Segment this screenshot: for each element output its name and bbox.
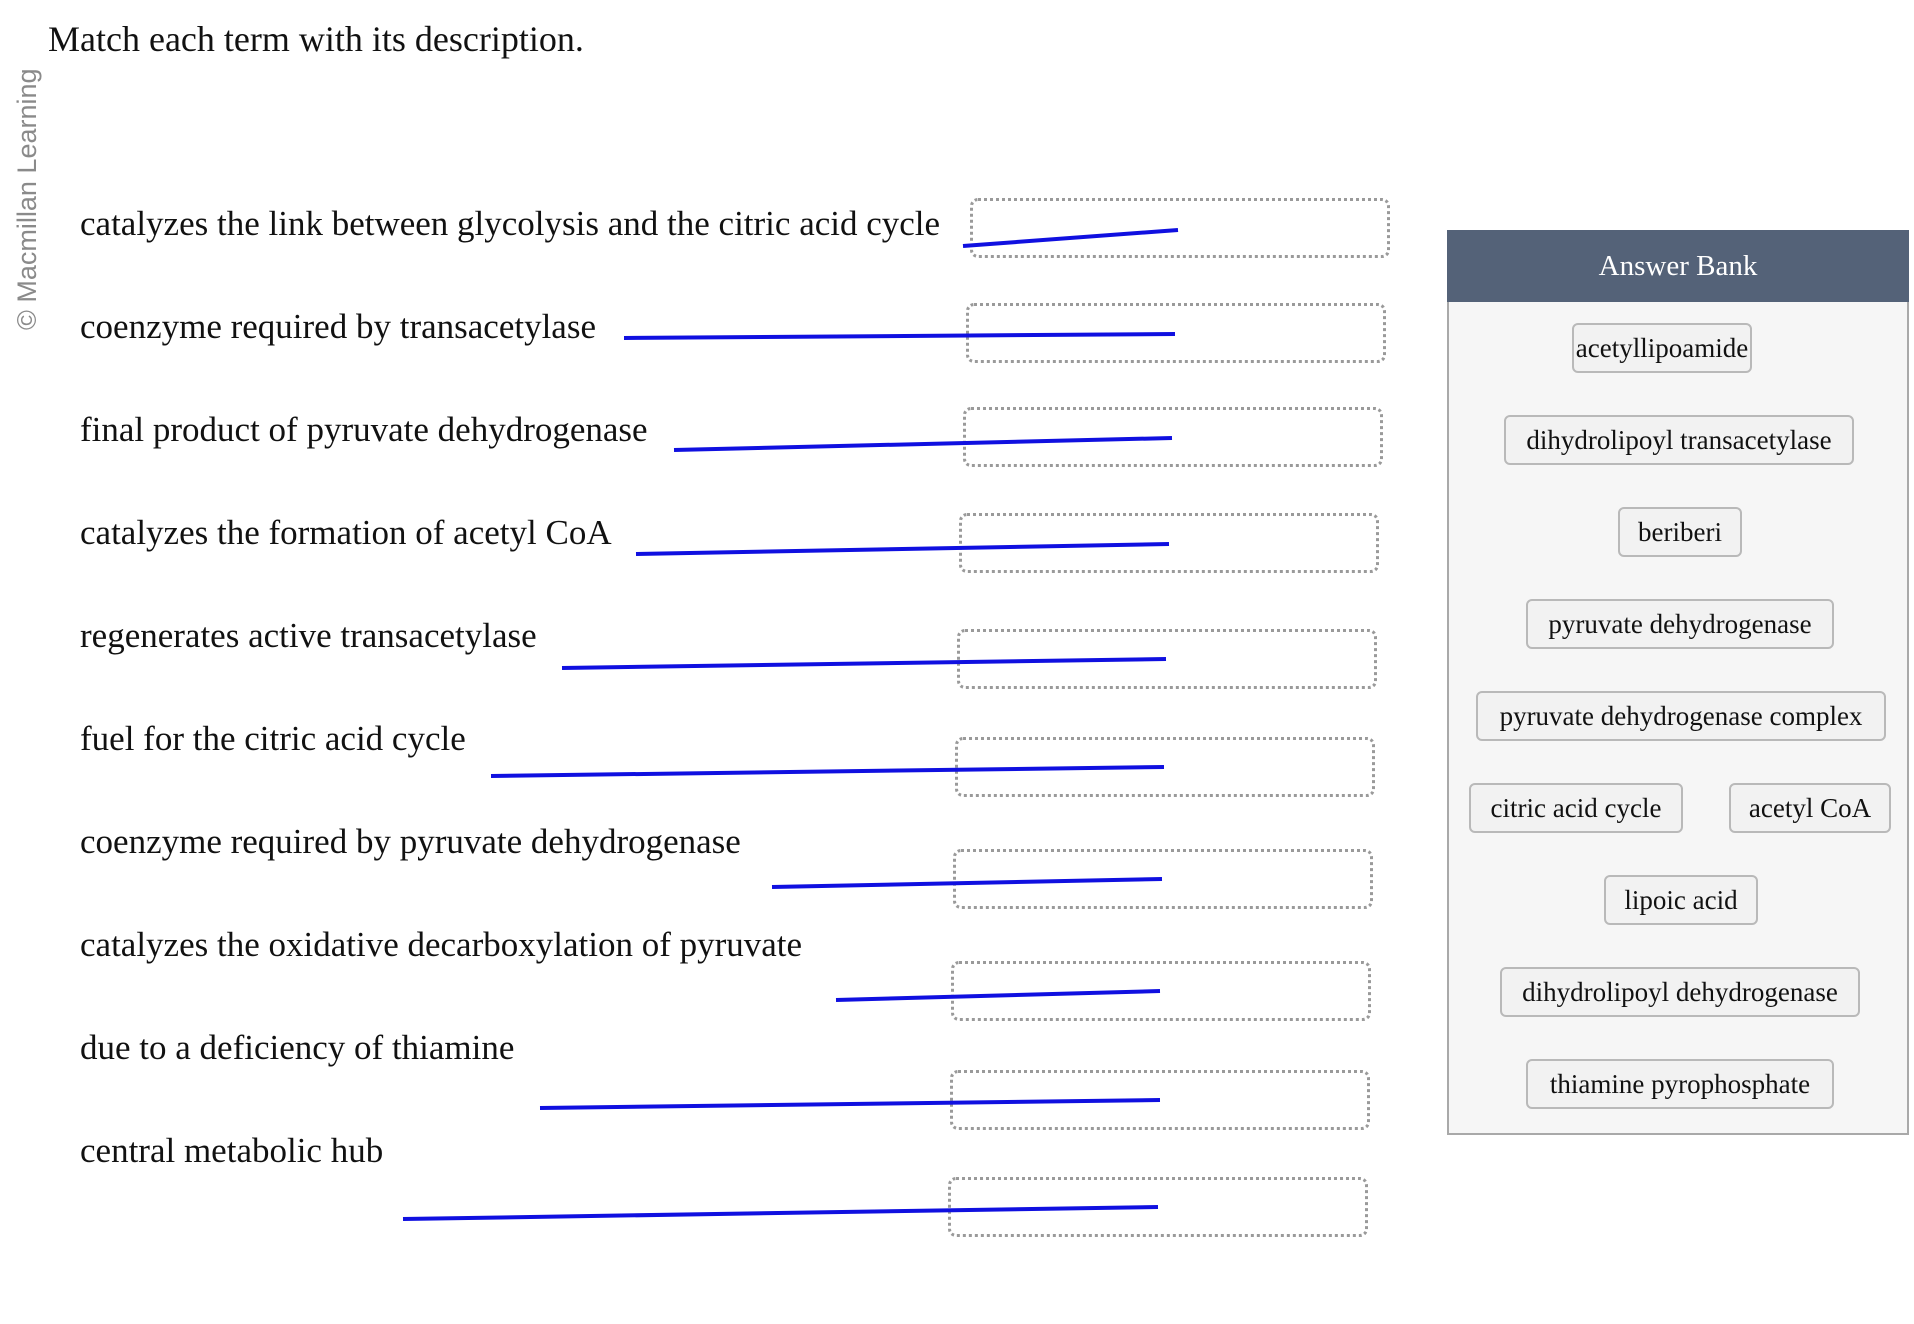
answer-chip-pyruvate-dehydrogenase[interactable]: pyruvate dehydrogenase (1526, 599, 1834, 649)
answer-chip-acetyl-coa[interactable]: acetyl CoA (1729, 783, 1891, 833)
description-4: catalyzes the formation of acetyl CoA (80, 513, 612, 552)
drop-zone-5[interactable] (957, 629, 1377, 689)
description-10: central metabolic hub (80, 1131, 384, 1170)
answer-chip-lipoic-acid[interactable]: lipoic acid (1604, 875, 1758, 925)
answer-chip-thiamine-pyrophosphate[interactable]: thiamine pyrophosphate (1526, 1059, 1834, 1109)
answer-chip-pyruvate-dehydrogenase-complex[interactable]: pyruvate dehydrogenase complex (1476, 691, 1886, 741)
drop-zone-4[interactable] (959, 513, 1379, 573)
description-8: catalyzes the oxidative decarboxylation of pyruvate (80, 925, 803, 964)
answer-chip-dihydrolipoyl-transacetylase[interactable]: dihydrolipoyl transacetylase (1504, 415, 1854, 465)
answer-bank-title: Answer Bank (1447, 230, 1909, 302)
answer-chip-acetyllipoamide[interactable]: acetyllipoamide (1572, 323, 1752, 373)
description-7: coenzyme required by pyruvate dehydrogenase (80, 822, 741, 861)
description-1: catalyzes the link between glycolysis and the citric acid cycle (80, 204, 941, 243)
instruction-text: Match each term with its description. (48, 19, 584, 59)
drop-zone-10[interactable] (948, 1177, 1368, 1237)
copyright-watermark: © Macmillan Learning (12, 68, 42, 330)
answer-chip-dihydrolipoyl-dehydrogenase[interactable]: dihydrolipoyl dehydrogenase (1500, 967, 1860, 1017)
drop-zone-2[interactable] (966, 303, 1386, 363)
drop-zone-8[interactable] (951, 961, 1371, 1021)
description-2: coenzyme required by transacetylase (80, 307, 596, 346)
description-5: regenerates active transacetylase (80, 616, 537, 655)
drop-zone-7[interactable] (953, 849, 1373, 909)
drop-zone-3[interactable] (963, 407, 1383, 467)
answer-chip-citric-acid-cycle[interactable]: citric acid cycle (1469, 783, 1683, 833)
answer-chip-beriberi[interactable]: beriberi (1618, 507, 1742, 557)
description-3: final product of pyruvate dehydrogenase (80, 410, 648, 449)
drop-zone-1[interactable] (970, 198, 1390, 258)
description-9: due to a deficiency of thiamine (80, 1028, 515, 1067)
description-6: fuel for the citric acid cycle (80, 719, 466, 758)
drop-zone-9[interactable] (950, 1070, 1370, 1130)
drop-zone-6[interactable] (955, 737, 1375, 797)
